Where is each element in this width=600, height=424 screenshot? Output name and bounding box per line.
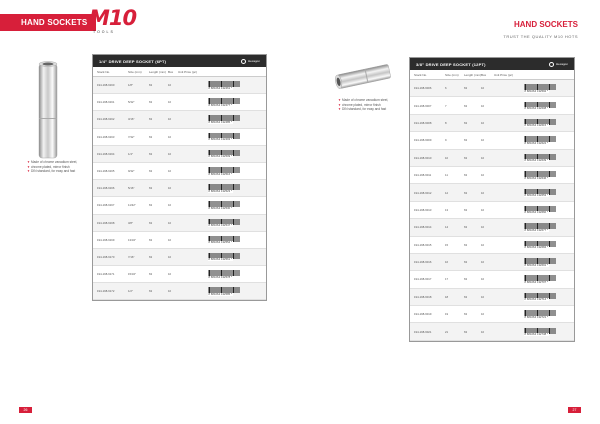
length-cell: 63	[149, 151, 153, 156]
barcode-number: 8 681064 132684 *	[524, 246, 549, 250]
header-title-left: HAND SOCKETS	[21, 18, 88, 27]
barcode-cell	[208, 184, 248, 192]
length-cell: 63	[464, 155, 468, 160]
barcode-number: 8 681064 132509 *	[208, 155, 233, 159]
box-cell: 10	[481, 312, 485, 317]
size-cell: 15	[445, 242, 449, 247]
barcode-number: 8 681064 132477 *	[208, 103, 233, 107]
size-cell: 19	[445, 312, 449, 317]
length-cell: 63	[464, 312, 468, 317]
size-cell: 1/8"	[128, 83, 133, 88]
stock-no-cell: 194-198-6164	[97, 151, 115, 156]
barcode-cell	[524, 241, 564, 249]
table-row	[93, 215, 266, 232]
barcode-cell	[208, 219, 248, 227]
barcode-number: 8 681064 132561 *	[208, 258, 233, 262]
size-cell: 9/32"	[128, 169, 135, 174]
stock-no-cell: 194-198-6167	[97, 203, 115, 208]
barcode-number: 8 681064 132461 *	[208, 86, 233, 90]
box-cell: 10	[481, 173, 485, 178]
barcode-cell	[208, 115, 248, 123]
box-cell: 10	[481, 138, 485, 143]
barcode-number: 8 681064 132554 *	[208, 241, 233, 245]
barcode-number: 8 681064 132592 *	[524, 89, 549, 93]
stock-no-cell: 194-198-6018	[414, 294, 432, 299]
right-table-header	[410, 58, 574, 70]
deep-socket-12pt-image	[330, 63, 402, 89]
barcode-cell	[208, 253, 248, 261]
right-note-1: ▼ Made of chrome vanadium steel,	[338, 98, 408, 103]
barcode-number: 8 681064 132639 *	[524, 159, 549, 163]
box-cell: 10	[481, 190, 485, 195]
hexagon-icon	[241, 59, 246, 64]
col-stock-no: Stock No.	[414, 72, 428, 77]
right-hexagon-badge	[549, 62, 568, 67]
length-cell: 63	[464, 207, 468, 212]
stock-no-cell: 194-198-6162	[97, 117, 115, 122]
table-row	[410, 219, 574, 236]
barcode-cell	[208, 236, 248, 244]
right-notes	[338, 98, 408, 112]
barcode-number: 8 681064 132485 *	[208, 120, 233, 124]
left-column-headers	[93, 67, 266, 77]
box-cell: 10	[481, 260, 485, 265]
barcode-cell	[524, 119, 564, 127]
right-table-title: 3/8" DRIVE DEEP SOCKET (12PT)	[416, 61, 486, 67]
box-cell: 10	[481, 277, 485, 282]
box-cell: 10	[168, 220, 172, 225]
table-row	[410, 254, 574, 271]
table-row	[93, 129, 266, 146]
stock-no-cell: 194-198-6016	[414, 260, 432, 265]
barcode-number: 8 681064 132646 *	[524, 176, 549, 180]
table-row	[93, 249, 266, 266]
box-cell: 10	[481, 103, 485, 108]
size-cell: 5/32"	[128, 100, 135, 105]
stock-no-cell: 194-198-6165	[97, 169, 115, 174]
length-cell: 63	[464, 173, 468, 178]
barcode-cell	[524, 102, 564, 110]
stock-no-cell: 194-198-6171	[97, 272, 115, 277]
barcode-cell	[524, 206, 564, 214]
size-cell: 9	[445, 138, 447, 143]
length-cell: 63	[149, 117, 153, 122]
length-cell: 63	[464, 294, 468, 299]
left-table-header	[93, 55, 266, 67]
size-cell: 14	[445, 225, 449, 230]
length-cell: 63	[464, 190, 468, 195]
barcode-number: 8 681064 132660 *	[524, 211, 549, 215]
length-cell: 63	[149, 100, 153, 105]
table-row	[410, 237, 574, 254]
stock-no-cell: 194-198-6010	[414, 155, 432, 160]
size-cell: 11/32"	[128, 203, 136, 208]
stock-no-cell: 194-198-6172	[97, 289, 115, 294]
stock-no-cell: 194-198-6008	[414, 120, 432, 125]
length-cell: 63	[149, 237, 153, 242]
box-cell: 10	[168, 203, 172, 208]
length-cell: 63	[464, 329, 468, 334]
stock-no-cell: 194-198-6014	[414, 225, 432, 230]
page-number-left: 26	[19, 407, 32, 413]
box-cell: 10	[481, 86, 485, 91]
length-cell: 63	[149, 254, 153, 259]
barcode-cell	[524, 189, 564, 197]
barcode-cell	[208, 201, 248, 209]
size-cell: 8	[445, 120, 447, 125]
table-row	[93, 197, 266, 214]
box-cell: 10	[168, 272, 172, 277]
length-cell: 63	[464, 242, 468, 247]
box-cell: 10	[481, 225, 485, 230]
deep-socket-6pt-image	[32, 58, 64, 160]
size-cell: 7	[445, 103, 447, 108]
length-cell: 63	[149, 220, 153, 225]
stock-no-cell: 194-198-6169	[97, 237, 115, 242]
box-cell: 10	[168, 83, 172, 88]
size-cell: 18	[445, 294, 449, 299]
table-row	[410, 80, 574, 97]
col-unit-price: Unit Price (pc)	[494, 72, 514, 77]
box-cell: 10	[168, 117, 172, 122]
size-cell: 10	[445, 155, 449, 160]
barcode-cell	[524, 171, 564, 179]
left-note-2: ▼ chrome plated, mirror finish	[27, 165, 87, 170]
table-row	[410, 167, 574, 184]
right-badge-label: Hexagon	[555, 62, 568, 66]
hexagon-icon	[549, 62, 554, 67]
length-cell: 63	[149, 169, 153, 174]
table-row	[410, 184, 574, 201]
length-cell: 63	[464, 277, 468, 282]
size-cell: 1/2"	[128, 289, 133, 294]
barcode-cell	[208, 98, 248, 106]
box-cell: 10	[168, 254, 172, 259]
size-cell: 3/16"	[128, 117, 135, 122]
barcode-cell	[524, 136, 564, 144]
barcode-number: 8 681064 132615 *	[524, 124, 549, 128]
size-cell: 21	[445, 329, 449, 334]
table-row	[410, 97, 574, 114]
box-cell: 10	[168, 100, 172, 105]
brand-logo	[89, 6, 137, 36]
barcode-cell	[524, 223, 564, 231]
table-row	[410, 115, 574, 132]
length-cell: 63	[149, 83, 153, 88]
size-cell: 13/32"	[128, 237, 136, 242]
box-cell: 10	[481, 120, 485, 125]
box-cell: 10	[481, 329, 485, 334]
barcode-number: 8 681064 132608 *	[524, 107, 549, 111]
table-row	[410, 202, 574, 219]
barcode-number: 8 681064 132578 *	[208, 275, 233, 279]
table-row	[93, 94, 266, 111]
header-title-right: HAND SOCKETS	[513, 20, 578, 29]
stock-no-cell: 194-198-6009	[414, 138, 432, 143]
logo-main-text: M10	[89, 6, 137, 30]
barcode-cell	[208, 167, 248, 175]
left-hexagon-badge	[241, 59, 260, 64]
stock-no-cell: 194-198-6161	[97, 100, 115, 105]
right-table-rows	[410, 80, 574, 341]
barcode-number: 8 681064 132691 *	[524, 263, 549, 267]
stock-no-cell: 194-198-6168	[97, 220, 115, 225]
barcode-number: 8 681064 132738 *	[524, 333, 549, 337]
table-row	[93, 163, 266, 180]
left-note-3: ▼ DIN standard, for easy and fast	[27, 169, 87, 174]
length-cell: 63	[464, 86, 468, 91]
stock-no-cell: 194-198-6170	[97, 254, 115, 259]
table-row	[93, 77, 266, 94]
barcode-number: 8 681064 132547 *	[208, 224, 233, 228]
col-box: Box	[168, 69, 174, 74]
col-stock-no: Stock No.	[97, 69, 111, 74]
size-cell: 7/16"	[128, 254, 135, 259]
barcode-number: 8 681064 132714 *	[524, 298, 549, 302]
stock-no-cell: 194-198-6007	[414, 103, 432, 108]
box-cell: 10	[168, 289, 172, 294]
table-row	[93, 232, 266, 249]
barcode-cell	[208, 270, 248, 278]
size-cell: 12	[445, 190, 449, 195]
left-product-table	[92, 54, 267, 301]
size-cell: 6	[445, 86, 447, 91]
table-row	[93, 266, 266, 283]
barcode-number: 8 681064 132721 *	[524, 315, 549, 319]
col-length: Length (mm)	[149, 69, 167, 74]
table-row	[93, 146, 266, 163]
box-cell: 10	[481, 242, 485, 247]
col-size: Size (mm)	[128, 69, 142, 74]
left-table-rows	[93, 77, 266, 300]
left-badge-label: Hexagon	[247, 59, 260, 63]
table-row	[93, 111, 266, 128]
right-note-3: ▼ DIN standard, for easy and fast	[338, 107, 408, 112]
barcode-cell	[208, 81, 248, 89]
table-row	[93, 180, 266, 197]
size-cell: 1/4"	[128, 151, 133, 156]
length-cell: 63	[149, 272, 153, 277]
length-cell: 63	[464, 138, 468, 143]
size-cell: 11	[445, 173, 448, 178]
box-cell: 10	[481, 207, 485, 212]
stock-no-cell: 194-198-6166	[97, 186, 115, 191]
barcode-cell	[208, 287, 248, 295]
barcode-cell	[524, 310, 564, 318]
table-row	[410, 289, 574, 306]
length-cell: 63	[149, 186, 153, 191]
length-cell: 63	[464, 260, 468, 265]
size-cell: 13	[445, 207, 449, 212]
table-row	[410, 306, 574, 323]
table-row	[410, 271, 574, 288]
right-note-2: ▼ chrome plated, mirror finish	[338, 103, 408, 108]
box-cell: 10	[481, 294, 485, 299]
barcode-cell	[208, 133, 248, 141]
barcode-number: 8 681064 132530 *	[208, 206, 233, 210]
stock-no-cell: 194-198-6015	[414, 242, 432, 247]
barcode-cell	[524, 154, 564, 162]
stock-no-cell: 194-198-6163	[97, 134, 115, 139]
size-cell: 15/32"	[128, 272, 136, 277]
barcode-number: 8 681064 132677 *	[524, 228, 549, 232]
box-cell: 10	[168, 134, 172, 139]
left-note-1: ▼ Made of chrome vanadium steel,	[27, 160, 87, 165]
header-tagline: TRUST THE QUALITY M10 HOTS	[503, 34, 578, 39]
size-cell: 3/8"	[128, 220, 133, 225]
stock-no-cell: 194-198-6021	[414, 329, 432, 334]
stock-no-cell: 194-198-6160	[97, 83, 115, 88]
table-row	[93, 283, 266, 300]
stock-no-cell: 194-198-6017	[414, 277, 432, 282]
size-cell: 7/32"	[128, 134, 135, 139]
right-product-table	[409, 57, 575, 342]
table-row	[410, 323, 574, 340]
box-cell: 10	[168, 169, 172, 174]
barcode-number: 8 681064 132707 *	[524, 280, 549, 284]
box-cell: 10	[168, 237, 172, 242]
right-column-headers	[410, 70, 574, 80]
stock-no-cell: 194-198-6011	[414, 173, 432, 178]
left-notes	[27, 160, 87, 174]
barcode-cell	[524, 84, 564, 92]
length-cell: 63	[149, 134, 153, 139]
col-length: Length (mm)	[464, 72, 481, 77]
size-cell: 16	[445, 260, 449, 265]
stock-no-cell: 194-198-6012	[414, 190, 432, 195]
length-cell: 63	[464, 120, 468, 125]
col-box: Box	[481, 72, 487, 77]
barcode-number: 8 681064 132516 *	[208, 172, 233, 176]
barcode-cell	[208, 150, 248, 158]
barcode-number: 8 681064 132493 *	[208, 138, 233, 142]
left-table-title: 1/4" DRIVE DEEP SOCKET (6PT)	[99, 58, 167, 64]
length-cell: 63	[464, 103, 468, 108]
length-cell: 63	[149, 289, 153, 294]
barcode-cell	[524, 258, 564, 266]
barcode-cell	[524, 328, 564, 336]
box-cell: 10	[481, 155, 485, 160]
page-number-right: 27	[568, 407, 581, 413]
box-cell: 10	[168, 186, 172, 191]
barcode-cell	[524, 293, 564, 301]
length-cell: 63	[149, 203, 153, 208]
barcode-number: 8 681064 132622 *	[524, 141, 549, 145]
table-row	[410, 132, 574, 149]
col-unit-price: Unit Price (pc)	[178, 69, 198, 74]
barcode-cell	[524, 275, 564, 283]
length-cell: 63	[464, 225, 468, 230]
size-cell: 17	[445, 277, 449, 282]
col-size: Size (mm)	[445, 72, 459, 77]
logo-sub-text: TOOLS	[93, 30, 115, 34]
stock-no-cell: 194-198-6006	[414, 86, 432, 91]
box-cell: 10	[168, 151, 172, 156]
barcode-number: 8 681064 132585 *	[208, 292, 233, 296]
stock-no-cell: 194-198-6019	[414, 312, 432, 317]
table-row	[410, 150, 574, 167]
barcode-number: 8 681064 132653 *	[524, 194, 549, 198]
stock-no-cell: 194-198-6013	[414, 207, 432, 212]
barcode-number: 8 681064 132523 *	[208, 189, 233, 193]
size-cell: 5/16"	[128, 186, 135, 191]
